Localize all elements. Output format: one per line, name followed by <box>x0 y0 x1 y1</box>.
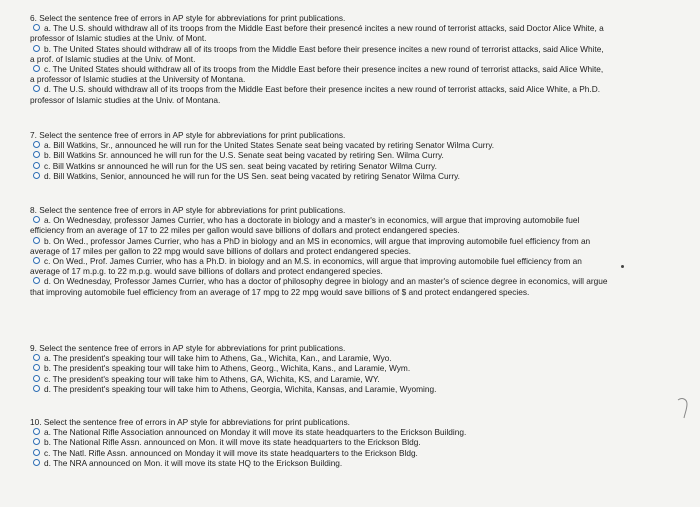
option-text: c. Bill Watkins sr announced he will run for the US sen. seat being vacated by retiring Senator Wilma Curry. <box>44 160 437 171</box>
question-6 <box>30 13 610 105</box>
option-8a[interactable] <box>30 215 610 235</box>
option-text: a. On Wednesday, professor James Currier, who has a doctorate in biology and a master's in economics, will argue that improving automobile fuel efficiency from an average of 17 to 22 miles per gallon would save billions of dollars and protect endangered species. <box>30 215 580 236</box>
option-6c[interactable] <box>30 64 610 84</box>
option-10b[interactable] <box>30 437 610 447</box>
radio-button[interactable] <box>33 364 40 371</box>
radio-button[interactable] <box>33 277 40 284</box>
question-title: 8. Select the sentence free of errors in AP style for abbreviations for print publications. <box>30 205 346 215</box>
option-6b[interactable] <box>30 44 610 64</box>
question-9 <box>30 343 610 394</box>
stray-dot-mark <box>621 265 624 268</box>
radio-button[interactable] <box>33 172 40 179</box>
option-8b[interactable] <box>30 236 610 256</box>
radio-button[interactable] <box>33 24 40 31</box>
radio-button[interactable] <box>33 354 40 361</box>
option-9a[interactable] <box>30 353 610 363</box>
option-text: d. Bill Watkins, Senior, announced he will run for the US Sen. seat being vacated by retiring Senator Wilma Curry. <box>44 170 460 181</box>
option-text: c. On Wed., Prof. James Currier, who has a Ph.D. in biology and an M.S. in economics, will argue that improving automobile fuel efficiency from an average of 17 m.p.g. to 22 m.p.g. would save billions of dollars and protect endangered species. <box>30 256 582 277</box>
radio-button[interactable] <box>33 449 40 456</box>
option-text: c. The United States should withdraw all of its troops from the Middle East before their presence incites a new round of terrorist attacks, said Alice White, a professor of Islamic studies at the University of Montana. <box>30 64 604 85</box>
radio-button[interactable] <box>33 162 40 169</box>
option-text: d. On Wednesday, Professor James Currier, who has a doctor of philosophy degree in biology and an master's of science degree in economics, will argue that improving automobile fuel efficiency from an average of 17 mpg to 22 mpg would save billions of $ and protect endangered species. <box>30 276 608 297</box>
radio-button[interactable] <box>33 237 40 244</box>
option-7a[interactable] <box>30 140 610 150</box>
option-text: a. Bill Watkins, Sr., announced he will run for the United States Senate seat being vacated by retiring Senator Wilma Curry. <box>44 140 495 151</box>
option-10c[interactable] <box>30 448 610 458</box>
radio-button[interactable] <box>33 85 40 92</box>
option-9b[interactable] <box>30 363 610 373</box>
radio-button[interactable] <box>33 45 40 52</box>
option-text: b. Bill Watkins Sr. announced he will run for the U.S. Senate seat being vacated by retiring Sen. Wilma Curry. <box>44 150 444 161</box>
option-10a[interactable] <box>30 427 610 437</box>
radio-button[interactable] <box>33 65 40 72</box>
option-text: a. The National Rifle Association announced on Monday it will move its state headquarters to the Erickson Building. <box>44 427 467 438</box>
radio-button[interactable] <box>33 216 40 223</box>
option-9d[interactable] <box>30 384 610 394</box>
option-text: b. On Wed., professor James Currier, who has a PhD in biology and an MS in economics, will argue that improving automobile fuel efficiency from an average of 17 miles per gallon to 22 mpg would save billions of dollars and protect endangered species. <box>30 235 591 256</box>
option-6d[interactable] <box>30 84 610 104</box>
radio-button[interactable] <box>33 438 40 445</box>
option-text: d. The NRA announced on Mon. it will move its state HQ to the Erickson Building. <box>44 457 343 468</box>
option-text: a. The U.S. should withdraw all of its troops from the Middle East before their presencé incites a new round of terrorist attacks, said Doctor Alice White, a professor of Islamic studies at the Univ. of Mont. <box>30 23 604 44</box>
option-text: b. The United States should withdraw all of its troops from the Middle East before their presence incites a new round of terrorist attacks, said Alice White, a prof. of Islamic studies at the Univ. of Mont. <box>30 43 604 64</box>
option-text: b. The president's speaking tour will take him to Athens, Georg., Wichita, Kans., and Laramie, Wym. <box>44 363 411 374</box>
radio-button[interactable] <box>33 459 40 466</box>
option-10d[interactable] <box>30 458 610 468</box>
option-9c[interactable] <box>30 374 610 384</box>
option-text: c. The Natl. Rifle Assn. announced on Monday it will move its state headquarters to the Erickson Bldg. <box>44 447 418 458</box>
option-7c[interactable] <box>30 161 610 171</box>
option-8c[interactable] <box>30 256 610 276</box>
question-title: 10. Select the sentence free of errors in AP style for abbreviations for print publications. <box>30 417 350 427</box>
radio-button[interactable] <box>33 428 40 435</box>
question-title: 7. Select the sentence free of errors in AP style for abbreviations for print publications. <box>30 130 346 140</box>
radio-button[interactable] <box>33 151 40 158</box>
pen-stroke-mark <box>676 396 690 420</box>
question-title: 6. Select the sentence free of errors in AP style for abbreviations for print publications. <box>30 13 346 23</box>
question-title: 9. Select the sentence free of errors in AP style for abbreviations for print publications. <box>30 343 346 353</box>
radio-button[interactable] <box>33 375 40 382</box>
option-text: d. The U.S. should withdraw all of its troops from the Middle East before their presence incites a new round of terrorist attacks, said Alice White, a Ph.D. professor of Islamic studies at the Univ. of Montana. <box>30 84 600 105</box>
option-7b[interactable] <box>30 150 610 160</box>
question-7 <box>30 130 610 181</box>
option-8d[interactable] <box>30 276 610 296</box>
radio-button[interactable] <box>33 385 40 392</box>
radio-button[interactable] <box>33 141 40 148</box>
option-7d[interactable] <box>30 171 610 181</box>
question-10 <box>30 417 610 468</box>
option-text: c. The president's speaking tour will take him to Athens, GA, Wichita, KS, and Laramie, WY. <box>44 373 380 384</box>
option-text: d. The president's speaking tour will take him to Athens, Georgia, Wichita, Kansas, and Laramie, Wyoming. <box>44 383 437 394</box>
question-8 <box>30 205 610 297</box>
option-text: a. The president's speaking tour will take him to Athens, Ga., Wichita, Kan., and Laramie, Wyo. <box>44 353 392 364</box>
option-6a[interactable] <box>30 23 610 43</box>
radio-button[interactable] <box>33 257 40 264</box>
option-text: b. The National Rifle Assn. announced on Mon. it will move its state headquarters to the Erickson Bldg. <box>44 437 421 448</box>
